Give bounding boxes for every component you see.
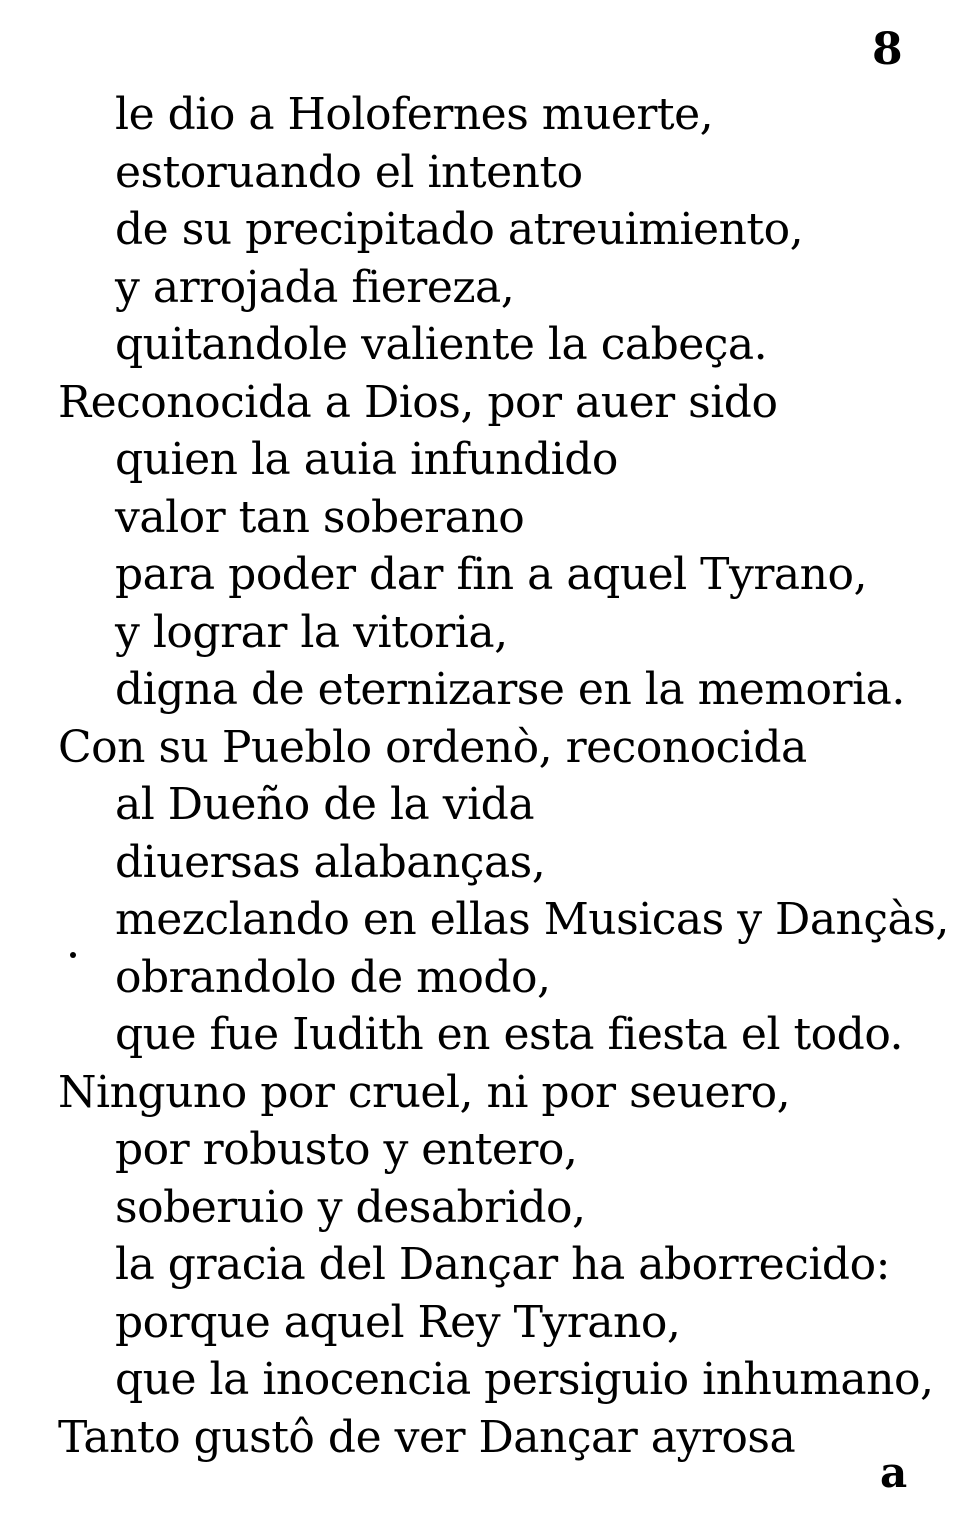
poem-line: al Dueño de la vida xyxy=(115,779,535,830)
signature-mark: a xyxy=(880,1448,908,1497)
poem-line: de su precipitado atreuimiento, xyxy=(115,204,804,255)
poem-line: que la inocencia persiguio inhumano, xyxy=(115,1354,934,1405)
poem-line: valor tan soberano xyxy=(115,491,525,543)
poem-line: y arrojada fiereza, xyxy=(115,261,515,313)
poem-line: para poder dar fin a aquel Tyrano, xyxy=(115,549,867,600)
poem-line: digna de eternizarse en la memoria. xyxy=(115,664,905,715)
poem-line: soberuio y desabrido, xyxy=(115,1181,586,1233)
poem-line: y lograr la vitoria, xyxy=(115,606,508,658)
poem-line: obrandolo de modo, xyxy=(115,951,551,1003)
poem-line: Reconocida a Dios, por auer sido xyxy=(58,376,778,428)
poem-text xyxy=(0,86,957,1466)
poem-line: quitandole valiente la cabeça. xyxy=(115,319,768,370)
poem-line: diuersas alabanças, xyxy=(115,836,546,888)
poem-line: le dio a Holofernes muerte, xyxy=(115,89,714,140)
poem-line: Ninguno por cruel, ni por seuero, xyxy=(58,1066,791,1118)
poem-line: mezclando en ellas Musicas y Dançàs, xyxy=(115,894,949,945)
poem-line: por robusto y entero, xyxy=(115,1124,578,1175)
poem-line: la gracia del Dançar ha aborrecido: xyxy=(115,1239,890,1290)
poem-line: estoruando el intento xyxy=(115,146,583,198)
poem-line: Con su Pueblo ordenò, reconocida xyxy=(58,721,807,773)
poem-line: porque aquel Rey Tyrano, xyxy=(115,1296,681,1348)
poem-line: Tanto gustô de ver Dançar ayrosa xyxy=(58,1411,796,1463)
page-number: 8 xyxy=(872,24,903,75)
ink-speck xyxy=(70,952,76,958)
poem-line: que fue Iudith en esta fiesta el todo. xyxy=(115,1009,904,1060)
poem-line: quien la auia infundido xyxy=(115,434,618,485)
